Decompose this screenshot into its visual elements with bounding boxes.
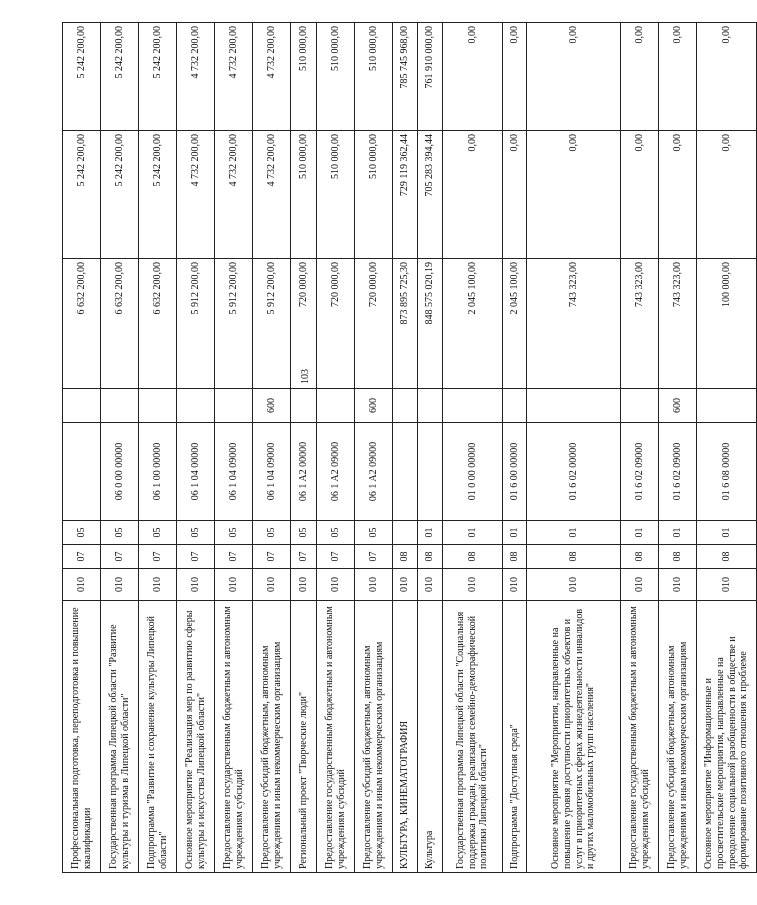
expense-type-code xyxy=(101,389,139,423)
section-code: 07 xyxy=(215,545,253,569)
target-article-code: 01 6 08 00000 xyxy=(697,423,757,521)
expense-type-code: 600 xyxy=(659,389,697,423)
amount-year-1: 5 912 200,00 xyxy=(253,259,291,389)
expense-type-code xyxy=(503,389,527,423)
ministry-code: 010 xyxy=(659,569,697,601)
amount-year-3: 5 242 200,00 xyxy=(63,23,101,131)
section-code: 07 xyxy=(63,545,101,569)
row-name: Подпрограмма "Развитие и сохранение культуры Липецкой области" xyxy=(139,601,177,873)
amount-year-1: 720 000,00 xyxy=(317,259,355,389)
amount-year-3: 0,00 xyxy=(527,23,621,131)
ministry-code: 010 xyxy=(139,569,177,601)
amount-year-2: 0,00 xyxy=(527,131,621,259)
table-row xyxy=(101,23,139,873)
amount-year-3: 0,00 xyxy=(503,23,527,131)
subsection-code: 05 xyxy=(101,521,139,545)
amount-year-3: 5 242 200,00 xyxy=(139,23,177,131)
subsection-code: 05 xyxy=(253,521,291,545)
row-name: Предоставление субсидий бюджетным, автономным учреждениям и иным некоммерческим организациям xyxy=(253,601,291,873)
section-code: 08 xyxy=(527,545,621,569)
subsection-code: 05 xyxy=(215,521,253,545)
expense-type-code xyxy=(177,389,215,423)
section-code: 08 xyxy=(443,545,503,569)
budget-table xyxy=(62,22,757,873)
subsection-code: 01 xyxy=(503,521,527,545)
amount-year-1: 5 912 200,00 xyxy=(215,259,253,389)
ministry-code: 010 xyxy=(317,569,355,601)
table-row xyxy=(503,23,527,873)
subsection-code: 01 xyxy=(621,521,659,545)
expense-type-code xyxy=(621,389,659,423)
subsection-code xyxy=(393,521,418,545)
rotated-table-container xyxy=(62,23,750,873)
amount-year-3: 761 910 000,00 xyxy=(418,23,443,131)
ministry-code: 010 xyxy=(291,569,317,601)
target-article-code: 01 6 00 00000 xyxy=(503,423,527,521)
target-article-code: 06 1 04 09000 xyxy=(253,423,291,521)
amount-year-3: 4 732 200,00 xyxy=(177,23,215,131)
amount-year-3: 0,00 xyxy=(621,23,659,131)
section-code: 08 xyxy=(621,545,659,569)
ministry-code: 010 xyxy=(393,569,418,601)
ministry-code: 010 xyxy=(215,569,253,601)
amount-year-1: 2 045 100,00 xyxy=(503,259,527,389)
amount-year-1: 6 632 200,00 xyxy=(139,259,177,389)
target-article-code: 06 1 00 00000 xyxy=(139,423,177,521)
table-row xyxy=(355,23,393,873)
target-article-code xyxy=(418,423,443,521)
ministry-code: 010 xyxy=(177,569,215,601)
table-row xyxy=(418,23,443,873)
table-row xyxy=(393,23,418,873)
target-article-code xyxy=(63,423,101,521)
ministry-code: 010 xyxy=(527,569,621,601)
amount-year-2: 705 283 394,44 xyxy=(418,131,443,259)
amount-year-2: 0,00 xyxy=(697,131,757,259)
amount-year-2: 510 000,00 xyxy=(317,131,355,259)
subsection-code: 01 xyxy=(697,521,757,545)
row-name: Основное мероприятие "Информационные и просветительские мероприятия, направленные на преодоление социальной разобщенности в обществе и формирование позитивного отношения к проблеме xyxy=(697,601,757,873)
row-name: Культура xyxy=(418,601,443,873)
ministry-code: 010 xyxy=(63,569,101,601)
row-name: Предоставление субсидий бюджетным, автономным учреждениям и иным некоммерческим организациям xyxy=(659,601,697,873)
table-row xyxy=(291,23,317,873)
expense-type-code xyxy=(697,389,757,423)
table-row xyxy=(139,23,177,873)
table-row xyxy=(659,23,697,873)
target-article-code: 06 1 A2 00000 xyxy=(291,423,317,521)
table-row xyxy=(317,23,355,873)
amount-year-3: 0,00 xyxy=(443,23,503,131)
budget-table-body xyxy=(63,23,757,873)
section-code: 07 xyxy=(101,545,139,569)
section-code: 08 xyxy=(393,545,418,569)
amount-year-2: 510 000,00 xyxy=(355,131,393,259)
table-row xyxy=(697,23,757,873)
target-article-code xyxy=(393,423,418,521)
amount-year-2: 4 732 200,00 xyxy=(177,131,215,259)
amount-year-1: 873 895 725,30 xyxy=(393,259,418,389)
section-code: 07 xyxy=(291,545,317,569)
row-name: Основное мероприятие "Мероприятия, направленные на повышение уровня доступности приоритетных объектов и услуг в приоритетных сферах жизнедеятельности инвалидов и других маломобильных групп населения" xyxy=(527,601,621,873)
section-code: 07 xyxy=(139,545,177,569)
ministry-code: 010 xyxy=(253,569,291,601)
amount-year-1: 720 000,00 xyxy=(355,259,393,389)
amount-year-1: 100 000,00 xyxy=(697,259,757,389)
expense-type-code xyxy=(317,389,355,423)
section-code: 08 xyxy=(697,545,757,569)
amount-year-3: 510 000,00 xyxy=(355,23,393,131)
subsection-code: 05 xyxy=(291,521,317,545)
section-code: 08 xyxy=(659,545,697,569)
table-row xyxy=(177,23,215,873)
target-article-code: 06 1 04 09000 xyxy=(215,423,253,521)
amount-year-2: 510 000,00 xyxy=(291,131,317,259)
amount-year-1: 6 632 200,00 xyxy=(63,259,101,389)
subsection-code: 01 xyxy=(443,521,503,545)
row-name: КУЛЬТУРА, КИНЕМАТОГРАФИЯ xyxy=(393,601,418,873)
row-name: Предоставление государственным бюджетным и автономным учреждениям субсидий xyxy=(317,601,355,873)
subsection-code: 01 xyxy=(527,521,621,545)
section-code: 07 xyxy=(355,545,393,569)
expense-type-code xyxy=(63,389,101,423)
expense-type-code: 600 xyxy=(253,389,291,423)
row-name: Подпрограмма "Доступная среда" xyxy=(503,601,527,873)
target-article-code: 06 1 04 00000 xyxy=(177,423,215,521)
amount-year-1: 2 045 100,00 xyxy=(443,259,503,389)
section-code: 08 xyxy=(503,545,527,569)
ministry-code: 010 xyxy=(418,569,443,601)
amount-year-2: 5 242 200,00 xyxy=(63,131,101,259)
subsection-code: 05 xyxy=(139,521,177,545)
table-row xyxy=(215,23,253,873)
amount-year-2: 5 242 200,00 xyxy=(139,131,177,259)
amount-year-1: 743 323,00 xyxy=(621,259,659,389)
target-article-code: 06 1 A2 09000 xyxy=(317,423,355,521)
ministry-code: 010 xyxy=(697,569,757,601)
amount-year-2: 0,00 xyxy=(503,131,527,259)
target-article-code: 01 0 00 00000 xyxy=(443,423,503,521)
page-number: 103 xyxy=(300,369,311,385)
section-code: 07 xyxy=(253,545,291,569)
expense-type-code: 600 xyxy=(355,389,393,423)
row-name: Региональный проект "Творческие люди" xyxy=(291,601,317,873)
ministry-code: 010 xyxy=(101,569,139,601)
ministry-code: 010 xyxy=(355,569,393,601)
amount-year-3: 0,00 xyxy=(697,23,757,131)
subsection-code: 05 xyxy=(355,521,393,545)
amount-year-3: 5 242 200,00 xyxy=(101,23,139,131)
amount-year-2: 5 242 200,00 xyxy=(101,131,139,259)
amount-year-3: 510 000,00 xyxy=(317,23,355,131)
amount-year-3: 0,00 xyxy=(659,23,697,131)
ministry-code: 010 xyxy=(443,569,503,601)
expense-type-code xyxy=(527,389,621,423)
row-name: Предоставление государственным бюджетным и автономным учреждениям субсидий xyxy=(215,601,253,873)
row-name: Государственная программа Липецкой области "Социальная поддержка граждан, реализация семейно-демографической политики Липецкой области" xyxy=(443,601,503,873)
amount-year-3: 785 745 968,00 xyxy=(393,23,418,131)
expense-type-code xyxy=(393,389,418,423)
section-code: 07 xyxy=(177,545,215,569)
section-code: 07 xyxy=(317,545,355,569)
subsection-code: 05 xyxy=(317,521,355,545)
amount-year-3: 4 732 200,00 xyxy=(215,23,253,131)
expense-type-code xyxy=(291,389,317,423)
amount-year-1: 6 632 200,00 xyxy=(101,259,139,389)
row-name: Предоставление государственным бюджетным и автономным учреждениям субсидий xyxy=(621,601,659,873)
table-row xyxy=(621,23,659,873)
table-row xyxy=(443,23,503,873)
amount-year-1: 848 575 020,19 xyxy=(418,259,443,389)
expense-type-code xyxy=(139,389,177,423)
row-name: Предоставление субсидий бюджетным, автономным учреждениям и иным некоммерческим организациям xyxy=(355,601,393,873)
subsection-code: 05 xyxy=(63,521,101,545)
amount-year-1: 720 000,00 xyxy=(291,259,317,389)
expense-type-code xyxy=(443,389,503,423)
row-name: Основное мероприятие "Реализация мер по развитию сферы культуры и искусства Липецкой области" xyxy=(177,601,215,873)
target-article-code: 01 6 02 00000 xyxy=(527,423,621,521)
target-article-code: 06 1 A2 09000 xyxy=(355,423,393,521)
subsection-code: 01 xyxy=(418,521,443,545)
row-name: Государственная программа Липецкой области "Развитие культуры и туризма в Липецкой области" xyxy=(101,601,139,873)
row-name: Профессиональная подготовка, переподготовка и повышение квалификации xyxy=(63,601,101,873)
target-article-code: 06 0 00 00000 xyxy=(101,423,139,521)
subsection-code: 01 xyxy=(659,521,697,545)
amount-year-1: 5 912 200,00 xyxy=(177,259,215,389)
amount-year-1: 743 323,00 xyxy=(527,259,621,389)
subsection-code: 05 xyxy=(177,521,215,545)
ministry-code: 010 xyxy=(503,569,527,601)
amount-year-2: 0,00 xyxy=(443,131,503,259)
amount-year-2: 0,00 xyxy=(621,131,659,259)
table-row xyxy=(63,23,101,873)
expense-type-code xyxy=(418,389,443,423)
target-article-code: 01 6 02 09000 xyxy=(659,423,697,521)
amount-year-2: 0,00 xyxy=(659,131,697,259)
expense-type-code xyxy=(215,389,253,423)
table-row xyxy=(527,23,621,873)
section-code: 08 xyxy=(418,545,443,569)
table-row xyxy=(253,23,291,873)
ministry-code: 010 xyxy=(621,569,659,601)
amount-year-2: 729 119 362,44 xyxy=(393,131,418,259)
amount-year-1: 743 323,00 xyxy=(659,259,697,389)
target-article-code: 01 6 02 09000 xyxy=(621,423,659,521)
amount-year-2: 4 732 200,00 xyxy=(253,131,291,259)
amount-year-3: 510 000,00 xyxy=(291,23,317,131)
amount-year-3: 4 732 200,00 xyxy=(253,23,291,131)
amount-year-2: 4 732 200,00 xyxy=(215,131,253,259)
